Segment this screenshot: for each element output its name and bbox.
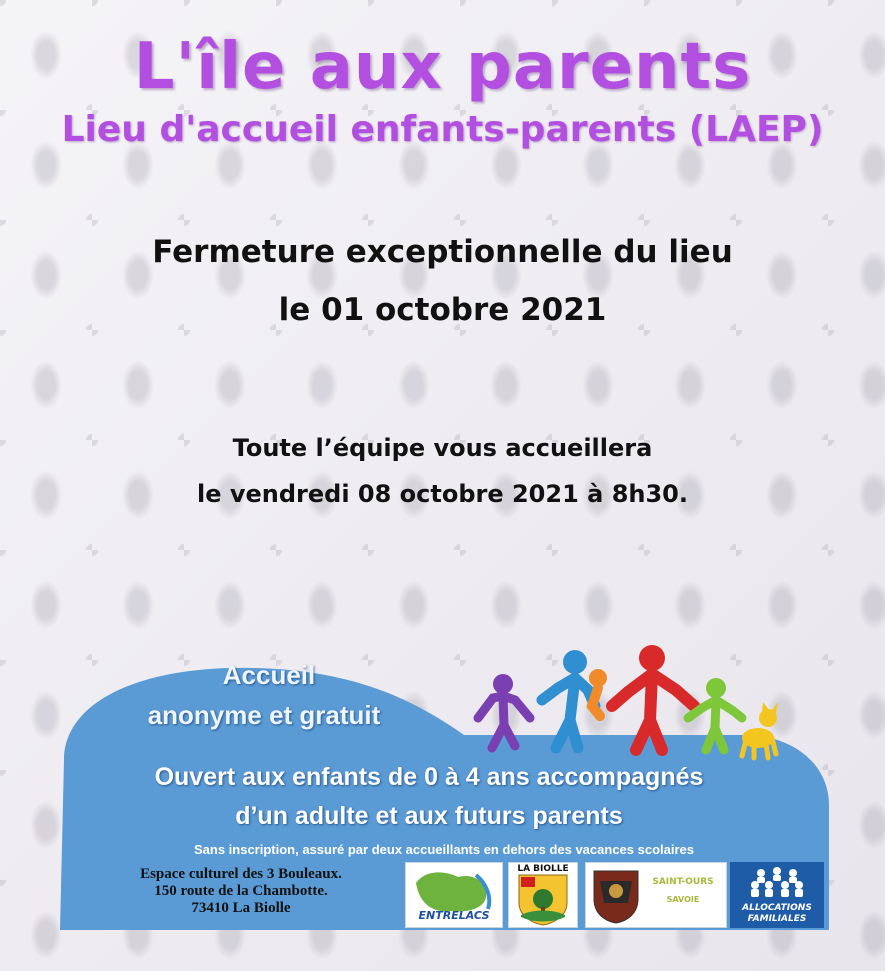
la-biolle-label: LA BIOLLE (517, 864, 569, 874)
caf-logo (730, 862, 824, 928)
banner-accueil-line1: Accueil (222, 660, 316, 690)
caf-label-line1: ALLOCATIONS (742, 903, 812, 913)
banner-open-line1: Ouvert aux enfants de 0 à 4 ans accompagnés (154, 763, 704, 791)
family-figures-illustration (470, 640, 790, 770)
yellow-cat-icon (742, 702, 778, 758)
address-line3: 73410 La Biolle (191, 900, 291, 916)
address-line2: 150 route de la Chambotte. (154, 883, 328, 899)
entrelacs-logo (405, 862, 503, 928)
closure-notice-line1: Fermeture exceptionnelle du lieu (152, 234, 733, 270)
banner-accueil-line2: anonyme et gratuit (147, 700, 381, 730)
closure-notice-line2: le 01 octobre 2021 (278, 292, 607, 328)
entrelacs-label: ENTRELACS (418, 909, 490, 922)
la-biolle-logo (508, 862, 578, 928)
orange-baby-icon (589, 669, 607, 716)
address-line1: Espace culturel des 3 Bouleaux. (140, 866, 342, 882)
green-figure-icon (688, 678, 742, 750)
banner-open-line2: d’un adulte et aux futurs parents (235, 802, 623, 830)
reopen-notice-line1: Toute l’équipe vous accueillera (232, 434, 653, 462)
blue-figure-icon (542, 650, 595, 748)
reopen-notice-line2: le vendredi 08 octobre 2021 à 8h30. (196, 480, 688, 508)
banner-note: Sans inscription, assuré par deux accueillants en dehors des vacances scolaires (193, 842, 694, 857)
purple-figure-icon (478, 674, 530, 748)
saint-ours-label: SAINT-OURS (652, 877, 714, 887)
address-block (96, 866, 386, 917)
poster-subtitle: Lieu d'accueil enfants-parents (LAEP) (61, 109, 824, 150)
saint-ours-logo (585, 862, 727, 928)
savoie-label: SAVOIE (666, 895, 700, 904)
red-figure-icon (612, 645, 694, 750)
poster-title: L'île aux parents (133, 30, 752, 104)
caf-label-line2: FAMILIALES (747, 914, 807, 924)
